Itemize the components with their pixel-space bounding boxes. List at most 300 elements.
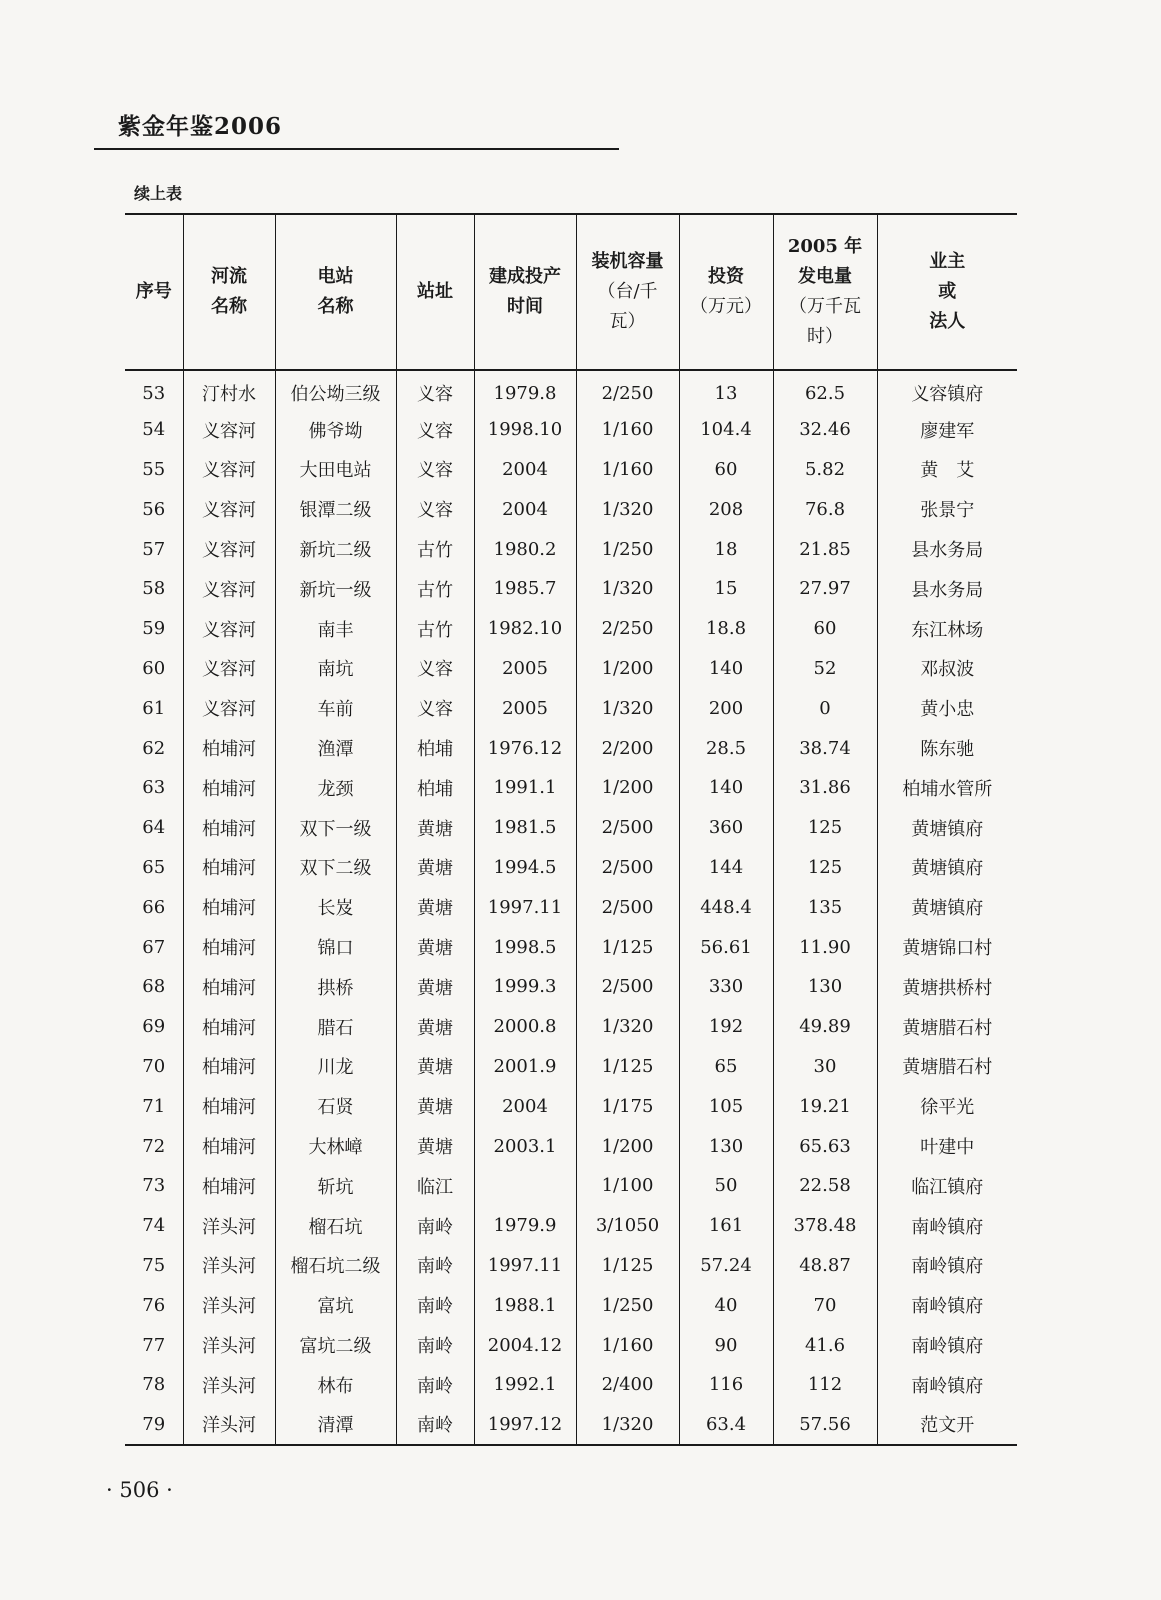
column-header-line: 时间 <box>507 296 543 317</box>
page-header-title: 紫金年鉴2006 <box>118 113 283 140</box>
table-row <box>125 1047 1017 1087</box>
table-cell: 富坑二级 <box>275 1325 396 1365</box>
table-cell: 柏埔 <box>396 728 474 768</box>
table-cell: 90 <box>679 1325 773 1365</box>
table-cell: 56.61 <box>679 927 773 967</box>
table-cell: 48.87 <box>773 1246 877 1286</box>
table-cell: 57.56 <box>773 1405 877 1445</box>
table-cell: 18 <box>679 529 773 569</box>
table-cell: 70 <box>773 1285 877 1325</box>
table-cell: 柏埔河 <box>183 927 275 967</box>
table-cell: 104.4 <box>679 410 773 450</box>
table-cell: 41.6 <box>773 1325 877 1365</box>
table-cell: 27.97 <box>773 569 877 609</box>
column-header <box>877 214 1017 370</box>
table-cell: 义容河 <box>183 450 275 490</box>
table-row <box>125 768 1017 808</box>
table-cell: 1/320 <box>576 1007 679 1047</box>
table-row <box>125 649 1017 689</box>
table-cell: 1997.12 <box>474 1405 576 1445</box>
table-row <box>125 1246 1017 1286</box>
table-cell: 黄小忠 <box>877 688 1017 728</box>
table-cell: 黄塘 <box>396 1126 474 1166</box>
table-cell: 大林嶂 <box>275 1126 396 1166</box>
column-header-line: 瓦） <box>609 311 646 332</box>
table-cell: 68 <box>142 976 166 998</box>
table-cell: 67 <box>142 936 166 958</box>
table-cell: 大田电站 <box>275 450 396 490</box>
table-cell: 县水务局 <box>877 529 1017 569</box>
table-cell: 32.46 <box>773 410 877 450</box>
table-cell: 2/250 <box>576 370 679 410</box>
table-cell: 1/125 <box>576 927 679 967</box>
table-cell: 49.89 <box>773 1007 877 1047</box>
table-cell: 64 <box>142 817 166 839</box>
table-cell: 黄塘腊石村 <box>877 1047 1017 1087</box>
table-row <box>125 569 1017 609</box>
table-cell: 5.82 <box>773 450 877 490</box>
column-header-line: 河流 <box>211 266 247 287</box>
table-cell: 富坑 <box>275 1285 396 1325</box>
table-cell: 1/125 <box>576 1246 679 1286</box>
table-cell: 柏埔河 <box>183 1047 275 1087</box>
page-number: · 506 · <box>106 1478 173 1502</box>
table-cell: 63 <box>142 777 166 799</box>
table-cell: 南丰 <box>275 609 396 649</box>
table-cell: 黄塘镇府 <box>877 848 1017 888</box>
table-cell: 57.24 <box>679 1246 773 1286</box>
table-cell: 1982.10 <box>474 609 576 649</box>
table-cell: 66 <box>142 896 166 918</box>
table-cell: 柏埔河 <box>183 1166 275 1206</box>
table-cell: 柏埔水管所 <box>877 768 1017 808</box>
table-cell: 13 <box>679 370 773 410</box>
table-cell: 叶建中 <box>877 1126 1017 1166</box>
table-cell: 2004.12 <box>474 1325 576 1365</box>
table-cell: 古竹 <box>396 569 474 609</box>
table-cell: 54 <box>142 419 166 441</box>
table-cell: 76.8 <box>773 489 877 529</box>
table-cell: 长岌 <box>275 887 396 927</box>
table-cell: 2/200 <box>576 728 679 768</box>
column-header-line: 法人 <box>929 311 966 332</box>
table-cell: 330 <box>679 967 773 1007</box>
table-cell: 柏埔河 <box>183 768 275 808</box>
table-cell: 南岭 <box>396 1405 474 1445</box>
table-cell: 县水务局 <box>877 569 1017 609</box>
table-cell: 洋头河 <box>183 1285 275 1325</box>
table-cell: 双下二级 <box>275 848 396 888</box>
table-cell: 南岭镇府 <box>877 1365 1017 1405</box>
table-cell: 58 <box>142 578 166 600</box>
table-cell: 清潭 <box>275 1405 396 1445</box>
table-cell: 义容 <box>396 688 474 728</box>
column-header-line: 电站 <box>317 266 354 287</box>
table-cell: 1/250 <box>576 529 679 569</box>
table-cell: 徐平光 <box>877 1086 1017 1126</box>
table-cell: 105 <box>679 1086 773 1126</box>
table-cell: 74 <box>142 1215 166 1237</box>
table-cell: 柏埔河 <box>183 848 275 888</box>
table-cell: 黄塘 <box>396 808 474 848</box>
table-cell: 2004 <box>474 450 576 490</box>
table-cell: 135 <box>773 887 877 927</box>
table-cell: 56 <box>142 498 166 520</box>
table-cell: 1980.2 <box>474 529 576 569</box>
table-row <box>125 529 1017 569</box>
table-cell: 渔潭 <box>275 728 396 768</box>
table-cell: 76 <box>142 1294 166 1316</box>
table-cell: 临江 <box>396 1166 474 1206</box>
table-cell: 40 <box>679 1285 773 1325</box>
table-cell: 65.63 <box>773 1126 877 1166</box>
column-header <box>773 214 877 370</box>
table-cell: 临江镇府 <box>877 1166 1017 1206</box>
table-row <box>125 1206 1017 1246</box>
table-cell: 义容镇府 <box>877 370 1017 410</box>
table-row <box>125 609 1017 649</box>
table-cell: 南岭镇府 <box>877 1246 1017 1286</box>
table-cell: 陈东驰 <box>877 728 1017 768</box>
table-cell: 140 <box>679 768 773 808</box>
table-cell: 140 <box>679 649 773 689</box>
table-cell: 59 <box>142 618 166 640</box>
table-header-row <box>125 214 1017 370</box>
table-row <box>125 728 1017 768</box>
table-cell: 2005 <box>474 649 576 689</box>
table-cell: 2000.8 <box>474 1007 576 1047</box>
table-cell: 黄塘镇府 <box>877 808 1017 848</box>
table-cell: 2/500 <box>576 887 679 927</box>
table-cell: 黄塘锦口村 <box>877 927 1017 967</box>
table-cell: 19.21 <box>773 1086 877 1126</box>
column-header-line: 建成投产 <box>489 266 561 287</box>
table-cell: 川龙 <box>275 1047 396 1087</box>
table-cell: 邓叔波 <box>877 649 1017 689</box>
table-cell: 65 <box>142 856 166 878</box>
column-header-line: 业主 <box>929 251 966 272</box>
table-cell: 义容河 <box>183 609 275 649</box>
table-row <box>125 1007 1017 1047</box>
table-cell: 义容河 <box>183 489 275 529</box>
table-cell: 黄塘 <box>396 1086 474 1126</box>
table-cell: 柏埔河 <box>183 967 275 1007</box>
table-cell: 448.4 <box>679 887 773 927</box>
column-header <box>679 214 773 370</box>
table-row <box>125 1086 1017 1126</box>
continued-label: 续上表 <box>134 184 183 203</box>
table-cell: 义容河 <box>183 410 275 450</box>
table-cell: 双下一级 <box>275 808 396 848</box>
table-cell: 南坑 <box>275 649 396 689</box>
table-cell: 新坑一级 <box>275 569 396 609</box>
table-cell: 2004 <box>474 489 576 529</box>
table-cell: 60 <box>679 450 773 490</box>
column-header-line: （万千瓦 <box>789 296 861 317</box>
table-cell: 75 <box>142 1254 166 1276</box>
table-cell: 古竹 <box>396 609 474 649</box>
table-cell: 130 <box>679 1126 773 1166</box>
table-cell: 78 <box>142 1374 166 1396</box>
table-cell: 1/160 <box>576 1325 679 1365</box>
table-cell: 拱桥 <box>275 967 396 1007</box>
table-cell: 榴石坑 <box>275 1206 396 1246</box>
table-cell: 义容 <box>396 410 474 450</box>
column-header-line: 或 <box>938 281 957 302</box>
table-cell: 2001.9 <box>474 1047 576 1087</box>
column-header-line: 投资 <box>708 266 744 287</box>
column-header <box>576 214 679 370</box>
table-cell: 柏埔河 <box>183 808 275 848</box>
table-cell: 银潭二级 <box>275 489 396 529</box>
table-cell: 义容 <box>396 370 474 410</box>
table-cell: 200 <box>679 688 773 728</box>
column-header-line: 名称 <box>317 296 354 317</box>
table-row <box>125 1405 1017 1445</box>
column-header <box>474 214 576 370</box>
table-cell: 116 <box>679 1365 773 1405</box>
table-cell: 1998.10 <box>474 410 576 450</box>
table-cell: 车前 <box>275 688 396 728</box>
column-header-line: 名称 <box>211 296 247 317</box>
table-cell: 黄塘 <box>396 927 474 967</box>
table-cell: 378.48 <box>773 1206 877 1246</box>
table-cell: 锦口 <box>275 927 396 967</box>
column-header <box>275 214 396 370</box>
table-cell: 黄塘腊石村 <box>877 1007 1017 1047</box>
table-cell: 柏埔河 <box>183 728 275 768</box>
table-row <box>125 450 1017 490</box>
table-cell: 65 <box>679 1047 773 1087</box>
table-cell: 林布 <box>275 1365 396 1405</box>
table-cell: 黄塘 <box>396 848 474 888</box>
table-cell: 1998.5 <box>474 927 576 967</box>
table-cell: 1/320 <box>576 489 679 529</box>
table-cell: 1985.7 <box>474 569 576 609</box>
table-row <box>125 1126 1017 1166</box>
table-cell: 南岭镇府 <box>877 1206 1017 1246</box>
table-cell: 1988.1 <box>474 1285 576 1325</box>
table-cell: 2003.1 <box>474 1126 576 1166</box>
table-row <box>125 887 1017 927</box>
table-cell: 77 <box>142 1334 166 1356</box>
table-cell: 71 <box>142 1095 166 1117</box>
table-cell: 洋头河 <box>183 1246 275 1286</box>
table-cell: 1/320 <box>576 1405 679 1445</box>
table-cell: 73 <box>142 1175 166 1197</box>
table-cell: 斩坑 <box>275 1166 396 1206</box>
table-cell: 南岭 <box>396 1325 474 1365</box>
table-cell: 3/1050 <box>576 1206 679 1246</box>
table-row <box>125 1166 1017 1206</box>
table-cell <box>474 1166 576 1206</box>
table-cell: 南岭 <box>396 1365 474 1405</box>
table-cell: 1979.9 <box>474 1206 576 1246</box>
table-cell: 洋头河 <box>183 1405 275 1445</box>
table-cell: 1/200 <box>576 768 679 808</box>
table-cell: 佛爷坳 <box>275 410 396 450</box>
table-cell: 南岭 <box>396 1246 474 1286</box>
table-cell: 1/200 <box>576 649 679 689</box>
table-cell: 62 <box>142 737 166 759</box>
table-cell: 2/500 <box>576 848 679 888</box>
table-cell: 18.8 <box>679 609 773 649</box>
column-header-line: 2005 年 <box>787 236 863 257</box>
table-cell: 21.85 <box>773 529 877 569</box>
column-header <box>125 214 183 370</box>
table-cell: 15 <box>679 569 773 609</box>
table-row <box>125 927 1017 967</box>
column-header <box>396 214 474 370</box>
table-cell: 69 <box>142 1016 166 1038</box>
table-cell: 1/125 <box>576 1047 679 1087</box>
table-cell: 1994.5 <box>474 848 576 888</box>
table-cell: 1/320 <box>576 688 679 728</box>
table-cell: 28.5 <box>679 728 773 768</box>
table-cell: 东江林场 <box>877 609 1017 649</box>
table-cell: 112 <box>773 1365 877 1405</box>
table-cell: 柏埔河 <box>183 887 275 927</box>
table-cell: 2005 <box>474 688 576 728</box>
table-cell: 义容河 <box>183 529 275 569</box>
table-cell: 50 <box>679 1166 773 1206</box>
table-cell: 廖建军 <box>877 410 1017 450</box>
hydropower-stations-table <box>125 213 1017 1446</box>
table-cell: 洋头河 <box>183 1206 275 1246</box>
table-cell: 161 <box>679 1206 773 1246</box>
table-cell: 义容河 <box>183 649 275 689</box>
table-row <box>125 688 1017 728</box>
table-cell: 黄塘镇府 <box>877 887 1017 927</box>
table-cell: 黄塘 <box>396 967 474 1007</box>
table-cell: 1/100 <box>576 1166 679 1206</box>
table-cell: 61 <box>142 697 166 719</box>
table-cell: 洋头河 <box>183 1325 275 1365</box>
table-cell: 70 <box>142 1055 166 1077</box>
table-cell: 新坑二级 <box>275 529 396 569</box>
column-header <box>183 214 275 370</box>
table-cell: 腊石 <box>275 1007 396 1047</box>
column-header-line: 站址 <box>417 281 453 302</box>
table-cell: 伯公坳三级 <box>275 370 396 410</box>
table-cell: 72 <box>142 1135 166 1157</box>
table-cell: 柏埔河 <box>183 1086 275 1126</box>
table-cell: 53 <box>142 382 166 404</box>
table-cell: 62.5 <box>773 370 877 410</box>
table-cell: 360 <box>679 808 773 848</box>
table-cell: 南岭镇府 <box>877 1325 1017 1365</box>
table-cell: 1/320 <box>576 569 679 609</box>
table-cell: 黄塘 <box>396 1047 474 1087</box>
table-row <box>125 1365 1017 1405</box>
column-header-line: 序号 <box>135 281 172 302</box>
table-cell: 黄塘拱桥村 <box>877 967 1017 1007</box>
table-cell: 125 <box>773 808 877 848</box>
table-cell: 张景宁 <box>877 489 1017 529</box>
table-row <box>125 967 1017 1007</box>
table-cell: 义容 <box>396 489 474 529</box>
column-header-line: 装机容量 <box>591 251 664 272</box>
table-cell: 柏埔河 <box>183 1007 275 1047</box>
table-cell: 31.86 <box>773 768 877 808</box>
table-cell: 2/400 <box>576 1365 679 1405</box>
table-cell: 55 <box>142 458 166 480</box>
table-cell: 石贤 <box>275 1086 396 1126</box>
table-row <box>125 848 1017 888</box>
column-header-line: （台/千 <box>597 281 658 302</box>
table-cell: 汀村水 <box>183 370 275 410</box>
table-cell: 榴石坑二级 <box>275 1246 396 1286</box>
table-cell: 1981.5 <box>474 808 576 848</box>
table-body <box>125 370 1017 1445</box>
table-cell: 57 <box>142 538 166 560</box>
table-cell: 52 <box>773 649 877 689</box>
table-row <box>125 1325 1017 1365</box>
table-cell: 63.4 <box>679 1405 773 1445</box>
table-cell: 1/200 <box>576 1126 679 1166</box>
table-cell: 22.58 <box>773 1166 877 1206</box>
table-cell: 柏埔河 <box>183 1126 275 1166</box>
table-cell: 义容河 <box>183 569 275 609</box>
column-header-line: 发电量 <box>798 266 852 287</box>
table-cell: 南岭 <box>396 1206 474 1246</box>
table-cell: 60 <box>142 657 166 679</box>
column-header-line: 时） <box>807 326 843 347</box>
table-cell: 11.90 <box>773 927 877 967</box>
table-cell: 黄塘 <box>396 1007 474 1047</box>
table-cell: 南岭镇府 <box>877 1285 1017 1325</box>
table-cell: 130 <box>773 967 877 1007</box>
table-cell: 125 <box>773 848 877 888</box>
table-cell: 0 <box>773 688 877 728</box>
table-cell: 1991.1 <box>474 768 576 808</box>
table-cell: 义容 <box>396 649 474 689</box>
table-row <box>125 489 1017 529</box>
table-cell: 2/250 <box>576 609 679 649</box>
table-cell: 洋头河 <box>183 1365 275 1405</box>
table-cell: 144 <box>679 848 773 888</box>
table-cell: 1999.3 <box>474 967 576 1007</box>
table-row <box>125 410 1017 450</box>
table-cell: 义容河 <box>183 688 275 728</box>
column-header-line: （万元） <box>690 296 762 317</box>
table-cell: 2/500 <box>576 808 679 848</box>
table-row <box>125 1285 1017 1325</box>
table-cell: 1976.12 <box>474 728 576 768</box>
table-cell: 38.74 <box>773 728 877 768</box>
table-cell: 1992.1 <box>474 1365 576 1405</box>
table-cell: 黄 艾 <box>877 450 1017 490</box>
table-cell: 柏埔 <box>396 768 474 808</box>
table-cell: 1997.11 <box>474 1246 576 1286</box>
table-cell: 1979.8 <box>474 370 576 410</box>
table-cell: 1/160 <box>576 410 679 450</box>
table-row <box>125 370 1017 410</box>
table-cell: 范文开 <box>877 1405 1017 1445</box>
table-cell: 1/250 <box>576 1285 679 1325</box>
table-cell: 1997.11 <box>474 887 576 927</box>
table-cell: 30 <box>773 1047 877 1087</box>
table-row <box>125 808 1017 848</box>
table-cell: 2/500 <box>576 967 679 1007</box>
header-rule <box>94 148 619 150</box>
table-cell: 192 <box>679 1007 773 1047</box>
table-cell: 60 <box>773 609 877 649</box>
table-cell: 南岭 <box>396 1285 474 1325</box>
table-cell: 义容 <box>396 450 474 490</box>
table-cell: 古竹 <box>396 529 474 569</box>
table-cell: 黄塘 <box>396 887 474 927</box>
